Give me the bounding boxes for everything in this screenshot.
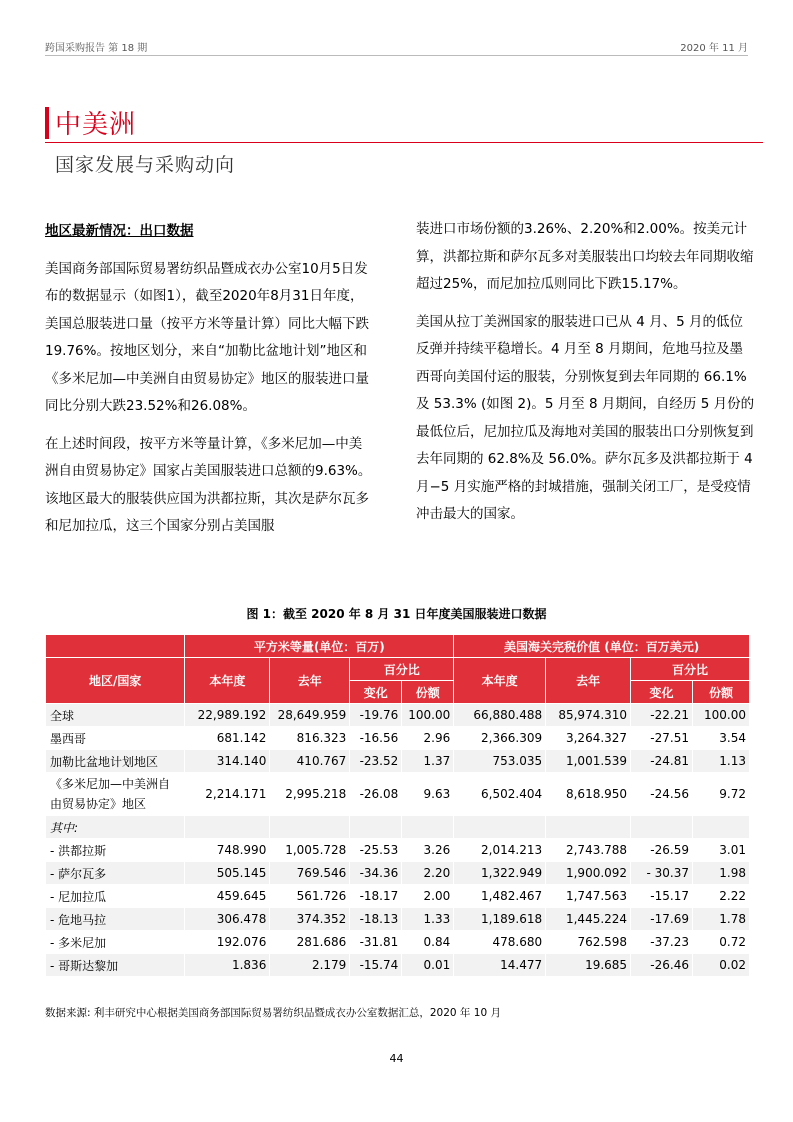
table-row	[46, 773, 750, 816]
cell-volume-change: -23.52	[350, 750, 402, 773]
right-column	[416, 216, 756, 539]
cell-volume-this-year: 505.145	[185, 862, 270, 885]
table-row	[46, 862, 750, 885]
cell-value-share: 3.54	[692, 727, 749, 750]
cell-volume-change: -25.53	[350, 839, 402, 862]
cell-value-this-year: 1,322.949	[454, 862, 546, 885]
cell-value-share: 2.22	[692, 885, 749, 908]
cell-volume-last-year: 374.352	[270, 908, 350, 931]
cell-volume-last-year: 2,995.218	[270, 773, 350, 816]
header-right: 2020 年 11 月	[680, 43, 748, 54]
cell-volume-change: -18.17	[350, 885, 402, 908]
col-header-this-year-volume: 本年度	[185, 658, 270, 704]
section-title: 中美洲	[55, 110, 137, 140]
cell-value-change: -37.23	[631, 931, 693, 954]
data-source-note: 数据来源: 利丰研究中心根据美国商务部国际贸易署纺织品暨成衣办公室数据汇总，2020 年 10 月	[45, 1007, 501, 1019]
header-blank	[46, 635, 185, 658]
cell-volume-this-year: 748.990	[185, 839, 270, 862]
row-name: - 萨尔瓦多	[46, 862, 185, 885]
table-row	[46, 954, 750, 977]
cell-value-last-year: 19.685	[546, 954, 631, 977]
cell-value-this-year: 14.477	[454, 954, 546, 977]
cell-volume-change: -16.56	[350, 727, 402, 750]
cell-value-this-year: 1,482.467	[454, 885, 546, 908]
cell-volume-share: 2.20	[402, 862, 454, 885]
import-data-table	[45, 634, 750, 977]
left-paragraph-1: 美国商务部国际贸易署纺织品暨成衣办公室10月5日发布的数据显示（如图1），截至2020年8月31日年度，美国总服装进口量（按平方米等量计算）同比大幅下跌19.76%。按地区划分，来自“加勒比盆地计划”地区和《多米尼加—中美洲自由贸易协定》地区的服装进口量同比分别大跌23.52%和26.08%。	[45, 260, 369, 414]
table-row	[46, 750, 750, 773]
cell-value-change: -24.81	[631, 750, 693, 773]
cell-volume-last-year: 2.179	[270, 954, 350, 977]
table-row	[46, 908, 750, 931]
row-name: - 洪都拉斯	[46, 839, 185, 862]
cell-volume-last-year: 1,005.728	[270, 839, 350, 862]
figure-title: 图 1：截至 2020 年 8 月 31 日年度美国服装进口数据	[246, 607, 547, 621]
cell-volume-share: 0.84	[402, 931, 454, 954]
cell-volume-this-year: 22,989.192	[185, 704, 270, 727]
cell-volume-share: 9.63	[402, 773, 454, 816]
cell-volume-change: -31.81	[350, 931, 402, 954]
cell-value-this-year: 1,189.618	[454, 908, 546, 931]
row-name: 《多米尼加—中美洲自由贸易协定》地区	[46, 773, 185, 816]
cell-volume-share: 2.96	[402, 727, 454, 750]
cell-volume-change: -15.74	[350, 954, 402, 977]
cell-value-last-year: 1,445.224	[546, 908, 631, 931]
cell-volume-change: -18.13	[350, 908, 402, 931]
table-row	[46, 839, 750, 862]
cell-value-this-year: 2,014.213	[454, 839, 546, 862]
cell-value-share: 1.78	[692, 908, 749, 931]
cell-volume-this-year: 681.142	[185, 727, 270, 750]
cell-volume-this-year: 314.140	[185, 750, 270, 773]
cell-value-share: 9.72	[692, 773, 749, 816]
row-name: - 尼加拉瓜	[46, 885, 185, 908]
cell-volume-this-year: 1.836	[185, 954, 270, 977]
cell-volume-last-year: 561.726	[270, 885, 350, 908]
table-subheader-row	[46, 816, 750, 839]
cell-value-last-year: 1,001.539	[546, 750, 631, 773]
cell-value-change: -27.51	[631, 727, 693, 750]
table-row	[46, 704, 750, 727]
row-name: - 哥斯达黎加	[46, 954, 185, 977]
col-header-share-volume: 份额	[402, 681, 454, 704]
cell-volume-this-year: 459.645	[185, 885, 270, 908]
cell-value-last-year: 762.598	[546, 931, 631, 954]
cell-value-share: 100.00	[692, 704, 749, 727]
cell-value-last-year: 2,743.788	[546, 839, 631, 862]
col-header-pct-volume: 百分比	[350, 658, 454, 681]
row-name: - 多米尼加	[46, 931, 185, 954]
page-number: 44	[389, 1052, 404, 1065]
cell-value-change: -26.59	[631, 839, 693, 862]
section-accent-bar	[45, 107, 49, 139]
cell-volume-share: 3.26	[402, 839, 454, 862]
group-header-volume: 平方米等量(单位：百万)	[185, 635, 454, 658]
cell-volume-share: 1.37	[402, 750, 454, 773]
cell-value-last-year: 3,264.327	[546, 727, 631, 750]
table-row	[46, 885, 750, 908]
cell-volume-last-year: 410.767	[270, 750, 350, 773]
header-divider	[45, 55, 748, 56]
cell-value-last-year: 85,974.310	[546, 704, 631, 727]
table-row	[46, 727, 750, 750]
cell-value-last-year: 8,618.950	[546, 773, 631, 816]
cell-value-share: 0.02	[692, 954, 749, 977]
header-left: 跨国采购报告 第 18 期	[45, 43, 148, 54]
right-paragraph-2: 美国从拉丁美洲国家的服装进口已从 4 月、5 月的低位反弹并持续平稳增长。4 月至 8 月期间，危地马拉及墨西哥向美国付运的服装，分别恢复到去年同期的 66.1%及 53.3% (如图 2)。5 月至 8 月期间，自经历 5 月份的最低位后，尼加拉瓜及海地对美国的服装出口分别恢复到去年同期的 62.8%及 56.0%。萨尔瓦多及洪都拉斯于 4 月−5 月实施严格的封城措施，强制关闭工厂，是受疫情冲击最大的国家。	[416, 313, 755, 522]
cell-value-change: -24.56	[631, 773, 693, 816]
cell-volume-change: -19.76	[350, 704, 402, 727]
row-name: 加勒比盆地计划地区	[46, 750, 185, 773]
cell-volume-this-year: 306.478	[185, 908, 270, 931]
cell-volume-change: -34.36	[350, 862, 402, 885]
subheader-label: 其中:	[46, 816, 185, 839]
cell-value-change: - 30.37	[631, 862, 693, 885]
cell-value-last-year: 1,900.092	[546, 862, 631, 885]
cell-value-share: 3.01	[692, 839, 749, 862]
col-header-last-year-volume: 去年	[270, 658, 350, 704]
col-header-last-year-value: 去年	[546, 658, 631, 704]
cell-volume-share: 0.01	[402, 954, 454, 977]
cell-volume-share: 2.00	[402, 885, 454, 908]
cell-volume-share: 100.00	[402, 704, 454, 727]
col-header-change-volume: 变化	[350, 681, 402, 704]
group-header-value: 美国海关完税价值 (单位：百万美元)	[454, 635, 750, 658]
cell-value-change: -26.46	[631, 954, 693, 977]
row-name: 墨西哥	[46, 727, 185, 750]
col-header-this-year-value: 本年度	[454, 658, 546, 704]
col-header-region: 地区/国家	[46, 658, 185, 704]
section-divider	[45, 142, 763, 143]
cell-volume-last-year: 769.546	[270, 862, 350, 885]
cell-volume-change: -26.08	[350, 773, 402, 816]
col-header-pct-value: 百分比	[631, 658, 750, 681]
col-header-share-value: 份额	[692, 681, 749, 704]
cell-value-last-year: 1,747.563	[546, 885, 631, 908]
cell-volume-share: 1.33	[402, 908, 454, 931]
left-paragraph-2: 在上述时间段，按平方米等量计算，《多米尼加—中美洲自由贸易协定》国家占美国服装进口总额的9.63%。该地区最大的服装供应国为洪都拉斯，其次是萨尔瓦多和尼加拉瓜，这三个国家分别占美国服	[45, 435, 372, 534]
cell-value-share: 1.98	[692, 862, 749, 885]
row-name: - 危地马拉	[46, 908, 185, 931]
table-row	[46, 931, 750, 954]
cell-value-this-year: 66,880.488	[454, 704, 546, 727]
cell-volume-last-year: 281.686	[270, 931, 350, 954]
col-header-change-value: 变化	[631, 681, 693, 704]
cell-value-this-year: 2,366.309	[454, 727, 546, 750]
left-heading: 地区最新情况：出口数据	[45, 223, 194, 239]
cell-value-this-year: 6,502.404	[454, 773, 546, 816]
row-name: 全球	[46, 704, 185, 727]
cell-value-change: -22.21	[631, 704, 693, 727]
cell-volume-this-year: 192.076	[185, 931, 270, 954]
section-subtitle: 国家发展与采购动向	[55, 154, 236, 176]
cell-value-change: -15.17	[631, 885, 693, 908]
cell-volume-last-year: 28,649.959	[270, 704, 350, 727]
cell-value-share: 0.72	[692, 931, 749, 954]
cell-volume-last-year: 816.323	[270, 727, 350, 750]
cell-value-this-year: 753.035	[454, 750, 546, 773]
left-column	[45, 218, 375, 551]
cell-value-change: -17.69	[631, 908, 693, 931]
right-paragraph-1: 装进口市场份额的3.26%、2.20%和2.00%。按美元计算，洪都拉斯和萨尔瓦多对美服装出口均较去年同期收缩超过25%，而尼加拉瓜则同比下跌15.17%。	[416, 221, 754, 292]
cell-value-this-year: 478.680	[454, 931, 546, 954]
cell-value-share: 1.13	[692, 750, 749, 773]
cell-volume-this-year: 2,214.171	[185, 773, 270, 816]
